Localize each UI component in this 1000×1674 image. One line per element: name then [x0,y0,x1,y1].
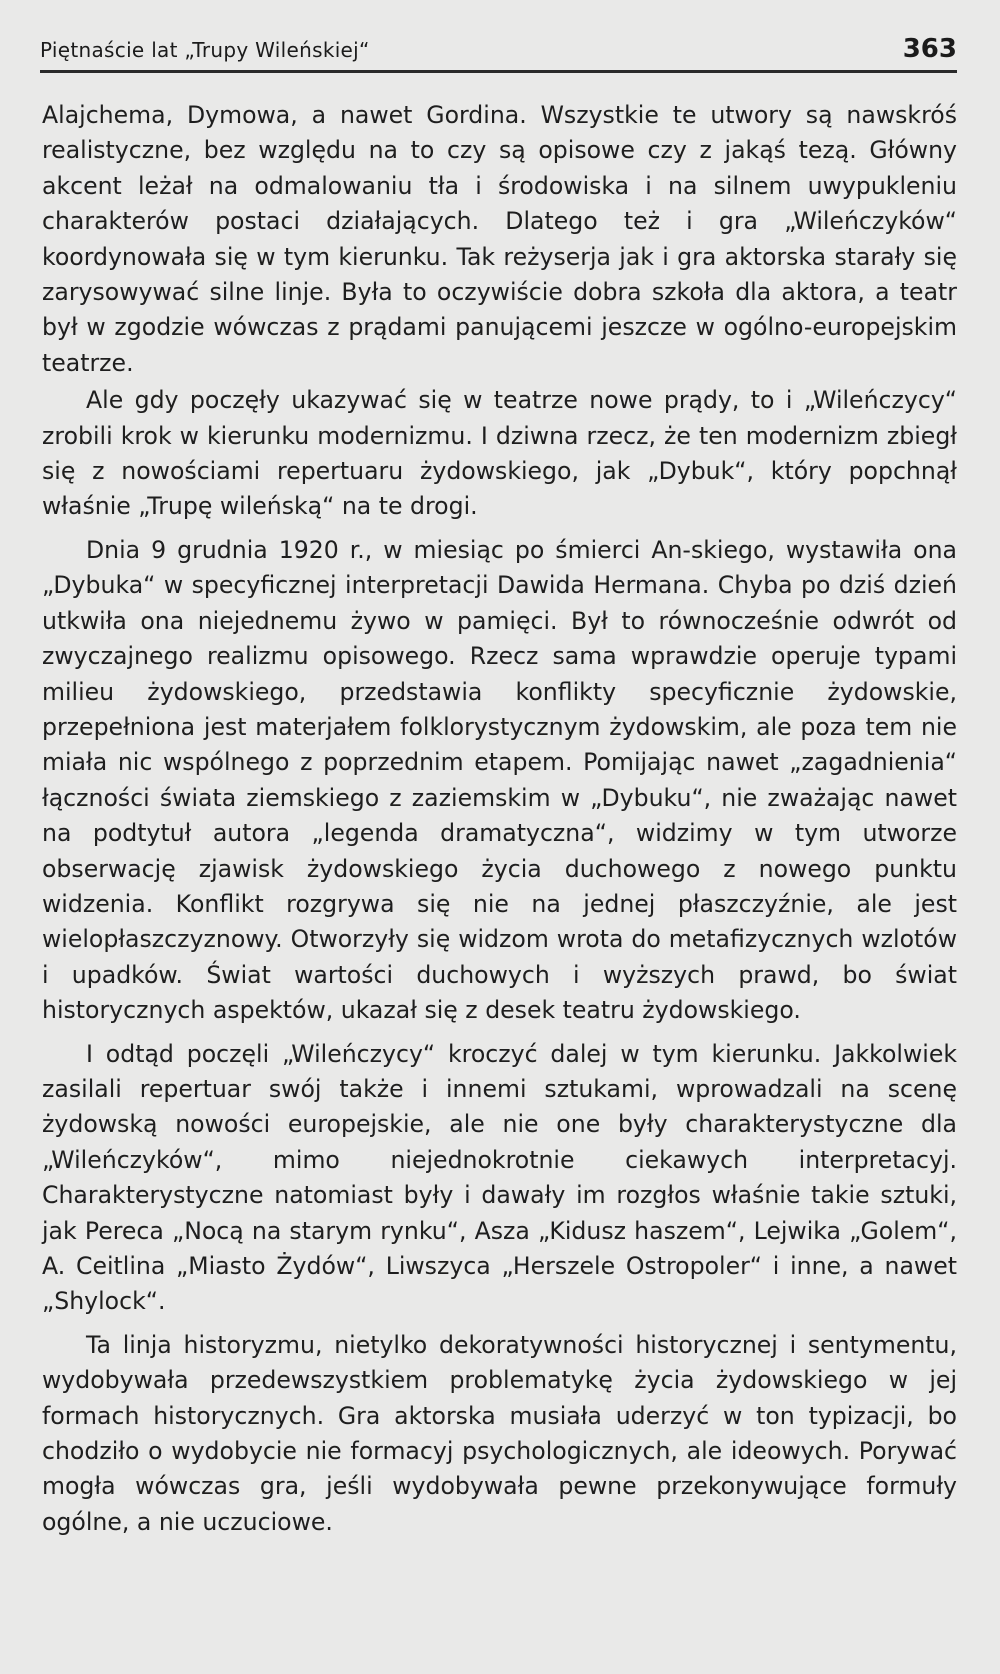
running-title: Piętnaście lat „Trupy Wileńskiej“ [40,38,370,62]
page-header [40,34,957,68]
paragraph-5: Ta linja historyzmu, nietylko dekoratywności historycznej i sentymentu, wydobywała przedewszystkiem problematykę życia żydowskiego w jej formach historycznych. Gra aktorska musiała uderzyć w ton typizacji, bo chodziło o wydobycie nie formacyj psychologicznych, ale ideowych. Porywać mogła wówczas gra, jeśli wydobywała pewne przekonywujące formuły ogólne, a nie uczuciowe. [42,1330,957,1536]
paragraph-1: Alajchema, Dymowa, a nawet Gordina. Wszystkie te utwory są nawskróś realistyczne, bez względu na to czy są opisowe czy z jakąś tezą. Główny akcent leżał na odmalowaniu tła i środowiska i na silnem uwypukleniu charakterów postaci działających. Dlatego też i gra „Wileńczyków“ koordynowała się w tym kierunku. Tak reżyserja jak i gra aktorska starały się zarysowywać silne linje. Była to oczywiście dobra szkoła dla aktora, a teatr był w zgodzie wówczas z prądami panującemi jeszcze w ogólno-europejskim teatrze. [42,101,957,377]
body-text [42,98,957,1540]
header-rule [40,70,957,73]
page-number: 363 [902,34,957,64]
paragraph-3: Dnia 9 grudnia 1920 r., w miesiąc po śmierci An-skiego, wystawiła ona „Dybuka“ w specyficznej interpretacji Dawida Hermana. Chyba po dziś dzień utkwiła ona niejednemu żywo w pamięci. Był to równocześnie odwrót od zwyczajnego realizmu opisowego. Rzecz sama wprawdzie operuje typami milieu żydowskiego, przedstawia konflikty specyficznie żydowskie, przepełniona jest materjałem folklorystycznym żydowskim, ale poza tem nie miała nic wspólnego z poprzednim etapem. Pomijając nawet „zagadnienia“ łączności świata ziemskiego z zaziemskim w „Dybuku“, nie zważając nawet na podtytuł autora „legenda dramatyczna“, widzimy w tym utworze obserwację zjawisk żydowskiego życia duchowego z nowego punktu widzenia. Konflikt rozgrywa się nie na jednej płaszczyźnie, ale jest wielopłaszczyznowy. Otworzyły się widzom wrota do metafizycznych wzlotów i upadków. Świat wartości duchowych i wyższych prawd, bo świat historycznych aspektów, ukazał się z desek teatru żydowskiego. [42,535,957,1025]
paragraph-4: I odtąd poczęli „Wileńczycy“ kroczyć dalej w tym kierunku. Jakkolwiek zasilali repertuar swój także i innemi sztukami, wprowadzali na scenę żydowską nowości europejskie, ale nie one były charakterystyczne dla „Wileńczyków“, mimo niejednokrotnie ciekawych interpretacyj. Charakterystyczne natomiast były i dawały im rozgłos właśnie takie sztuki, jak Pereca „Nocą na starym rynku“, Asza „Kidusz haszem“, Lejwika „Golem“, A. Ceitlina „Miasto Żydów“, Liwszyca „Herszele Ostropoler“ i inne, a nawet „Shylock“. [42,1039,957,1316]
paragraph-2: Ale gdy poczęły ukazywać się w teatrze nowe prądy, to i „Wileńczycy“ zrobili krok w kierunku modernizmu. I dziwna rzecz, że ten modernizm zbiegł się z nowościami repertuaru żydowskiego, jak „Dybuk“, który popchnął właśnie „Trupę wileńską“ na te drogi. [42,386,957,521]
